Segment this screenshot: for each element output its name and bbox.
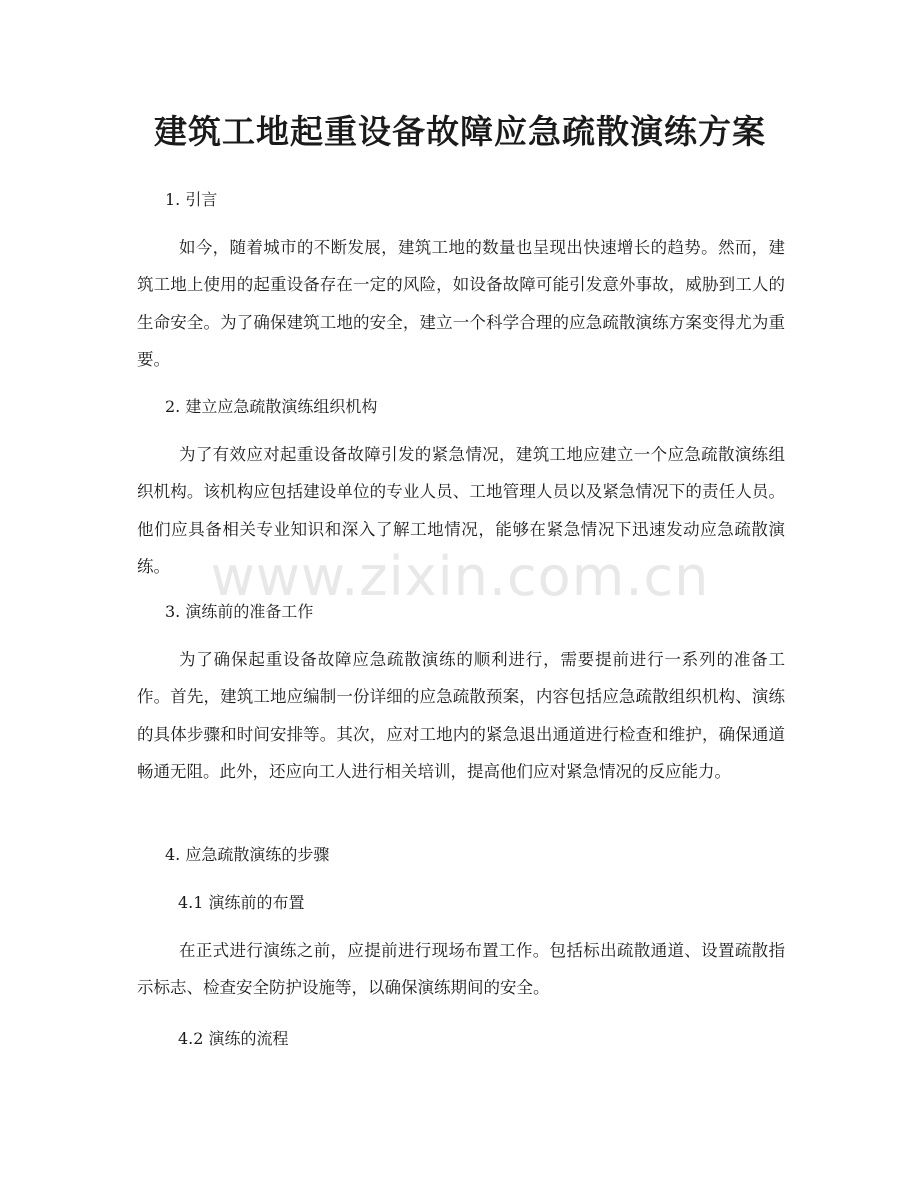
section-paragraph-organization: 为了有效应对起重设备故障引发的紧急情况，建筑工地应建立一个应急疏散演练组织机构。该机构应包括建设单位的专业人员、工地管理人员以及紧急情况下的责任人员。他们应具备相关专业知识和深入了解工地情况，能够在紧急情况下迅速发动应急疏散演练。 — [137, 445, 785, 576]
section-heading-intro: 1. 引言 — [165, 190, 218, 209]
section-paragraph-intro: 如今，随着城市的不断发展，建筑工地的数量也呈现出快速增长的趋势。然而，建筑工地上使用的起重设备存在一定的风险，如设备故障可能引发意外事故，威胁到工人的生命安全。为了确保建筑工地的安全，建立一个科学合理的应急疏散演练方案变得尤为重要。 — [137, 238, 785, 369]
section-heading-organization: 2. 建立应急疏散演练组织机构 — [165, 397, 378, 416]
subsection-heading-process: 4.2 演练的流程 — [178, 1029, 289, 1048]
watermark: www.zixin.com.cn — [210, 545, 710, 608]
document-title: 建筑工地起重设备故障应急疏散演练方案 — [154, 112, 766, 151]
subsection-paragraph-setup: 在正式进行演练之前，应提前进行现场布置工作。包括标出疏散通道、设置疏散指示标志、检查安全防护设施等，以确保演练期间的安全。 — [137, 941, 785, 998]
subsection-heading-setup: 4.1 演练前的布置 — [178, 893, 305, 912]
section-heading-steps: 4. 应急疏散演练的步骤 — [165, 845, 330, 864]
section-paragraph-preparation: 为了确保起重设备故障应急疏散演练的顺利进行，需要提前进行一系列的准备工作。首先，建筑工地应编制一份详细的应急疏散预案，内容包括应急疏散组织机构、演练的具体步骤和时间安排等。其次，应对工地内的紧急退出通道进行检查和维护，确保通道畅通无阻。此外，还应向工人进行相关培训，提高他们应对紧急情况的反应能力。 — [137, 650, 785, 781]
section-heading-preparation: 3. 演练前的准备工作 — [165, 602, 314, 621]
